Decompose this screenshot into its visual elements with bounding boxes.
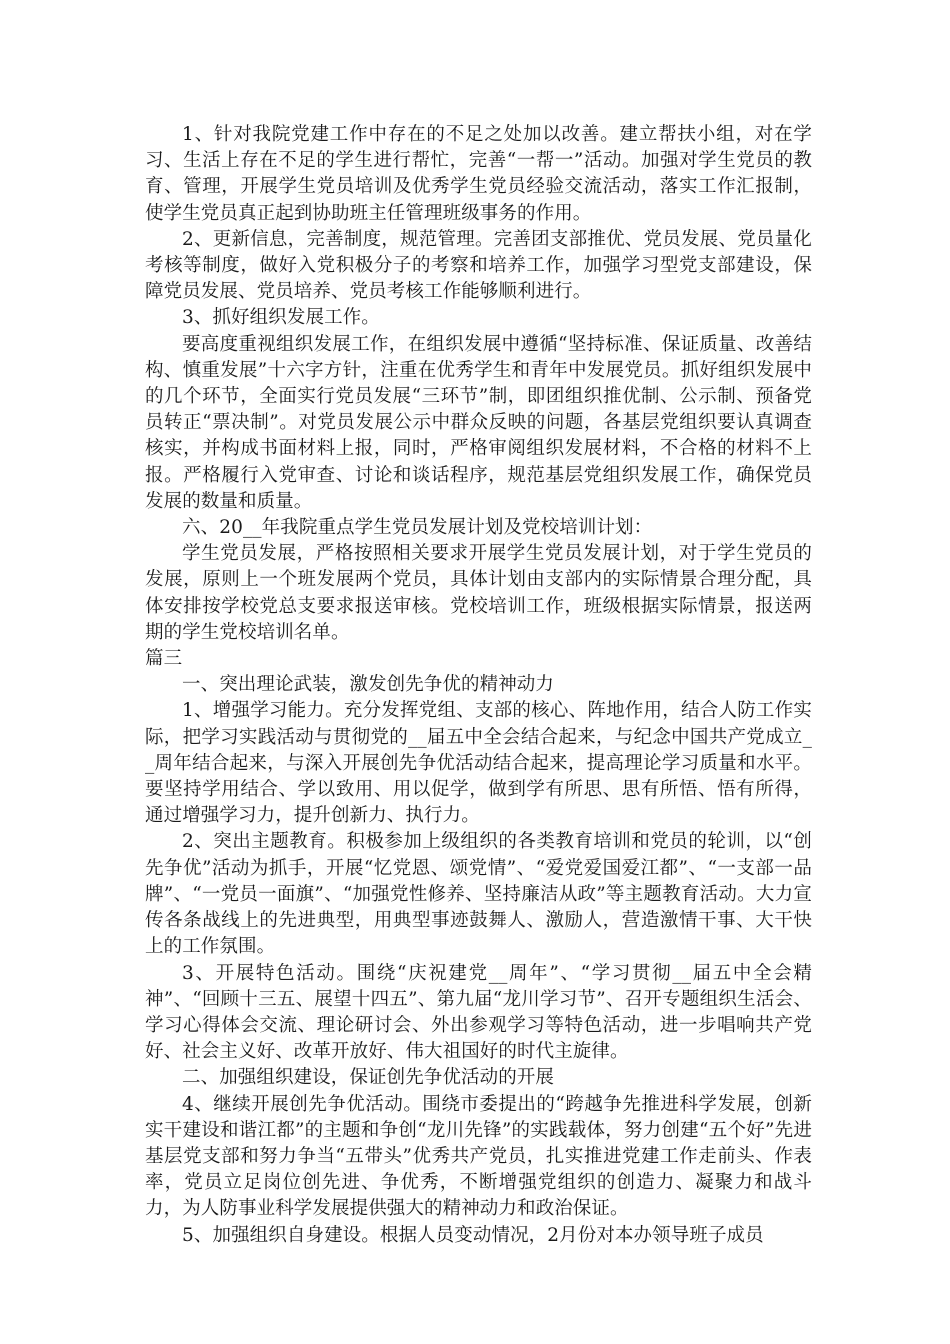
section-heading-two: 二、加强组织建设，保证创先争优活动的开展 xyxy=(182,1067,555,1089)
paragraph-10: 2、突出主题教育。积极参加上级组织的各类教育培训和党员的轮训，以“创先争优”活动为抓手，开展“忆党恩、颂党情”、“爱党爱国爱江都”、“一支部一品牌”、“一党员一面旗”、“加强党性修养、坚持廉洁从政”等主题教育活动。大力宣传各条战线上的先进典型，用典型事迹鼓舞人、激励人，营造激情干事、大干快上的工作氛围。 xyxy=(145,831,812,958)
paragraph-13: 4、继续开展创先争优活动。围绕市委提出的“跨越争先推进科学发展，创新实干建设和谐江都”的主题和争创“龙川先锋”的实践载体，努力创建“五个好”先进基层党支部和努力争当“五带头”优秀共产党员，扎实推进党建工作走前头、作表率，党员立足岗位创先进、争优秀，不断增强党组织的创造力、凝聚力和战斗力，为人防事业科学发展提供强大的精神动力和政治保证。 xyxy=(145,1093,812,1220)
document-page xyxy=(145,122,812,1249)
paragraph-6: 学生党员发展，严格按照相关要求开展学生党员发展计划，对于学生党员的发展，原则上一个班发展两个党员，具体计划由支部内的实际情景合理分配，具体安排按学校党总支要求报送审核。党校培训工作，班级根据实际情景，报送两期的学生党校培训名单。 xyxy=(145,543,812,643)
paragraph-3: 3、抓好组织发展工作。 xyxy=(182,307,380,329)
paragraph-4: 要高度重视组织发展工作，在组织发展中遵循“坚持标准、保证质量、改善结构、慎重发展”十六字方针，注重在优秀学生和青年中发展党员。抓好组织发展中的几个环节，全面实行党员发展“三环节”制，即团组织推优制、公示制、预备党员转正“票决制”。对党员发展公示中群众反映的问题，各基层党组织要认真调查核实，并构成书面材料上报，同时，严格审阅组织发展材料，不合格的材料不上报。严格履行入党审查、讨论和谈话程序，规范基层党组织发展工作，确保党员发展的数量和质量。 xyxy=(145,333,812,512)
part-heading: 篇三 xyxy=(145,648,183,670)
section-heading-six: 六、20__年我院重点学生党员发展计划及党校培训计划： xyxy=(182,517,653,539)
section-heading-one: 一、突出理论武装，激发创先争优的精神动力 xyxy=(182,674,555,696)
paragraph-2: 2、更新信息，完善制度，规范管理。完善团支部推优、党员发展、党员量化考核等制度，做好入党积极分子的考察和培养工作，加强学习型党支部建设，保障党员发展、党员培养、党员考核工作能够顺利进行。 xyxy=(145,228,812,303)
paragraph-14: 5、加强组织自身建设。根据人员变动情况，2月份对本办领导班子成员 xyxy=(182,1224,764,1246)
paragraph-9: 1、增强学习能力。充分发挥党组、支部的核心、阵地作用，结合人防工作实际，把学习实践活动与贯彻党的__届五中全会结合起来，与纪念中国共产党成立__周年结合起来，与深入开展创先争优活动结合起来，提高理论学习质量和水平。要坚持学用结合、学以致用、用以促学，做到学有所思、思有所悟、悟有所得，通过增强学习力，提升创新力、执行力。 xyxy=(145,700,812,827)
paragraph-1: 1、针对我院党建工作中存在的不足之处加以改善。建立帮扶小组，对在学习、生活上存在不足的学生进行帮忙，完善“一帮一”活动。加强对学生党员的教育、管理，开展学生党员培训及优秀学生党员经验交流活动，落实工作汇报制，使学生党员真正起到协助班主任管理班级事务的作用。 xyxy=(145,124,812,224)
paragraph-11: 3、开展特色活动。围绕“庆祝建党__周年”、“学习贯彻__届五中全会精神”、“回顾十三五、展望十四五”、第九届“龙川学习节”、召开专题组织生活会、学习心得体会交流、理论研讨会、外出参观学习等特色活动，进一步唱响共产党好、社会主义好、改革开放好、伟大祖国好的时代主旋律。 xyxy=(145,962,812,1063)
